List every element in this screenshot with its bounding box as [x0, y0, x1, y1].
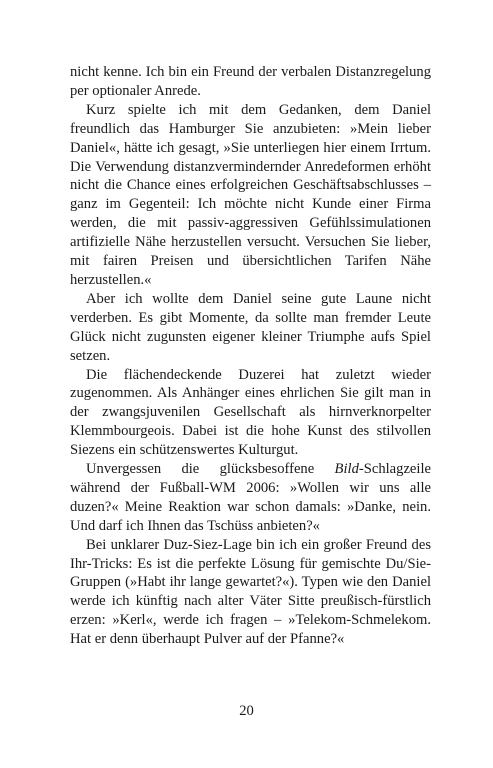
page-number: 20 [239, 703, 254, 719]
paragraph-6: Bei unklarer Duz-Siez-Lage bin ich ein großer Freund des Ihr-Tricks: Es ist die perfekte Lösung für gemischte Du/Sie-Gruppen (»Habt ihr lange gewartet?«). Typen wie den Daniel werde ich künftig nach alter Väter Sitte preußisch-fürstlich erzen: »Kerl«, werde ich fragen – »Telekom-Schmelekom. Hat er denn überhaupt Pulver auf der Pfanne?« [70, 536, 431, 648]
paragraph-1: nicht kenne. Ich bin ein Freund der verbalen Distanzregelung per optionaler Anrede. [70, 64, 431, 99]
paragraph-2: Kurz spielte ich mit dem Gedanken, dem Daniel freundlich das Hamburger Sie anzubieten: »Mein lieber Daniel«, hätte ich gesagt, »Sie unterliegen hier einem Irrtum. Die Verwendung distanzvermindernder Anredeformen erhöht nicht die Chance eines erfolgreichen Geschäftsabschlusses – ganz im Gegenteil: Ich möchte nicht Kunde einer Firma werden, die mit passiv-aggressiven Gefühlssimulationen artifizielle Nähe herzustellen versucht. Versuchen Sie lieber, mit fairen Preisen und übersichtlichen Tarifen Nähe herzustellen.« [70, 101, 431, 288]
paragraph-5 [70, 460, 431, 536]
paragraph-5-rest: -Schlagzeile während der Fußball-WM 2006: »Wollen wir uns alle duzen?« Meine Reaktion war schon damals: »Danke, nein. Und darf ich Ihnen das Tschüss anbieten?« [70, 461, 431, 534]
paragraph-5-lead: Unvergessen die glücksbesoffene [86, 461, 335, 478]
newspaper-title: Bild [334, 461, 359, 478]
paragraph-3: Aber ich wollte dem Daniel seine gute Laune nicht verderben. Es gibt Momente, da sollte man fremder Leute Glück nicht zugunsten eigener kleiner Triumphe aufs Spiel setzen. [70, 290, 431, 364]
paragraph-4: Die flächendeckende Duzerei hat zuletzt wieder zugenommen. Als Anhänger eines ehrlichen Sie gilt man in der zwangsjuvenilen Gesellschaft als hirnverknorpelter Klemmbourgeois. Dabei ist die hohe Kunst des stilvollen Siezens ein schützenswertes Kulturgut. [70, 366, 431, 459]
body-text [70, 63, 431, 649]
